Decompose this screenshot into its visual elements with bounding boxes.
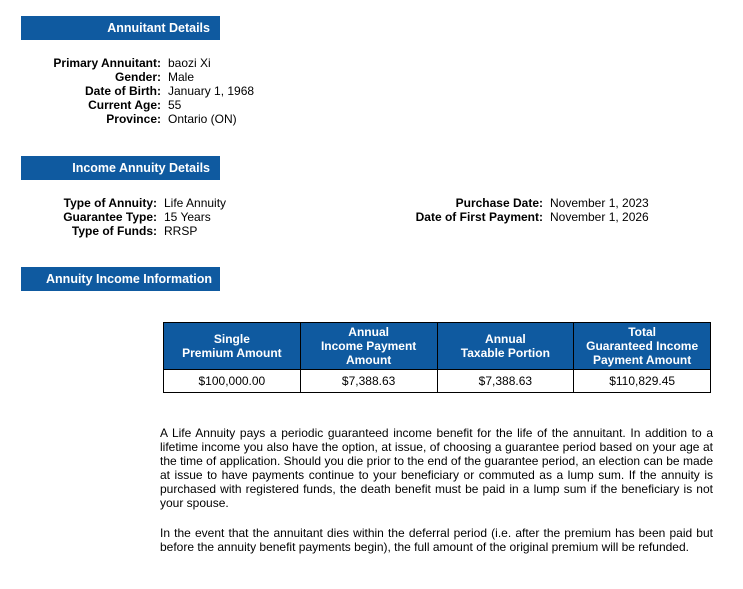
field-value: 55 — [168, 98, 182, 112]
field-value: November 1, 2026 — [550, 210, 649, 224]
table-cell: $7,388.63 — [437, 370, 574, 393]
field-type-of-annuity: Type of Annuity : Life Annuity — [21, 196, 226, 210]
field-value: November 1, 2023 — [550, 196, 649, 210]
field-value: 15 Years — [164, 210, 211, 224]
field-date-of-birth: Date of Birth : January 1, 1968 — [21, 84, 254, 98]
annuity-income-table — [163, 322, 711, 393]
annuitant-details-header: Annuitant Details — [21, 16, 220, 40]
field-label: Current Age — [88, 98, 157, 112]
table-row — [164, 370, 711, 393]
annuity-income-information-header: Annuity Income Information — [21, 267, 220, 291]
field-value: Male — [168, 70, 195, 84]
life-annuity-description: A Life Annuity pays a periodic guaranteed income benefit for the life of the annuitant. In addition to a lifetime income you also have the option, at issue, of choosing a guarantee period based on your age at the time of application. Should you die prior to the end of the guarantee period, an election can be made at issue to have payments continue to your beneficiary or commuted as a lump sum. If the annuity is purchased with registered funds, the death benefit must be paid in a lump sum if the beneficiary is not your spouse. — [160, 426, 713, 510]
annuitant-details-list — [21, 56, 254, 126]
field-value: January 1, 1968 — [168, 84, 255, 98]
income-annuity-right-list — [399, 196, 649, 224]
field-date-of-first-payment: Date of First Payment : November 1, 2026 — [399, 210, 649, 224]
field-current-age: Current Age : 55 — [21, 98, 254, 112]
income-annuity-left-list — [21, 196, 226, 238]
column-header-total-guaranteed-income: Total Guaranteed Income Payment Amount — [574, 323, 711, 370]
field-gender: Gender : Male — [21, 70, 254, 84]
table-cell: $100,000.00 — [164, 370, 301, 393]
column-header-annual-taxable-portion: Annual Taxable Portion — [437, 323, 574, 370]
table-cell: $110,829.45 — [574, 370, 711, 393]
table-cell: $7,388.63 — [300, 370, 437, 393]
field-value: Life Annuity — [164, 196, 227, 210]
field-primary-annuitant: Primary Annuitant : baozi Xi — [21, 56, 254, 70]
field-label: Purchase Date — [455, 196, 539, 210]
field-guarantee-type: Guarantee Type : 15 Years — [21, 210, 226, 224]
field-value: baozi Xi — [168, 56, 211, 70]
field-label: Type of Funds — [71, 224, 153, 238]
field-label: Primary Annuitant — [53, 56, 157, 70]
column-header-single-premium: Single Premium Amount — [164, 323, 301, 370]
field-province: Province : Ontario (ON) — [21, 112, 254, 126]
field-label: Province — [106, 112, 157, 126]
field-value: Ontario (ON) — [168, 112, 237, 126]
income-annuity-details-header: Income Annuity Details — [21, 156, 220, 180]
field-type-of-funds: Type of Funds : RRSP — [21, 224, 226, 238]
field-label: Guarantee Type — [63, 210, 153, 224]
field-purchase-date: Purchase Date : November 1, 2023 — [399, 196, 649, 210]
table-header-row — [164, 323, 711, 370]
field-label: Type of Annuity — [63, 196, 153, 210]
field-label: Gender — [114, 70, 157, 84]
column-header-annual-income-payment: Annual Income Payment Amount — [300, 323, 437, 370]
field-value: RRSP — [164, 224, 198, 238]
deferral-period-note: In the event that the annuitant dies within the deferral period (i.e. after the premium has been paid but before the annuity benefit payments begin), the full amount of the original premium will be refunded. — [160, 526, 713, 554]
field-label: Date of Birth — [85, 84, 157, 98]
field-label: Date of First Payment — [415, 210, 539, 224]
